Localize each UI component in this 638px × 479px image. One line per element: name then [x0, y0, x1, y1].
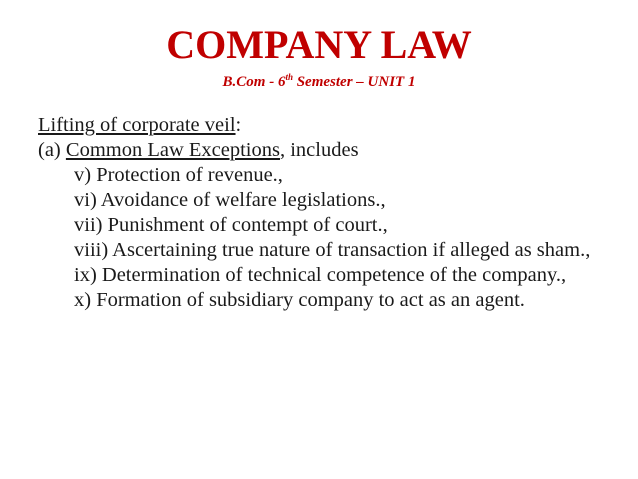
subtitle-superscript: th: [285, 72, 293, 82]
list-item: x) Formation of subsidiary company to act as an agent.: [74, 289, 525, 311]
slide-subtitle: [0, 72, 638, 92]
list-item: ix) Determination of technical competence of the company.,: [74, 264, 567, 286]
subsection-a: [38, 138, 602, 163]
subsection-a-label: Common Law Exceptions: [65, 139, 280, 161]
slide-title: COMPANY LAW: [166, 22, 472, 67]
section-heading-label: Lifting of corporate veil: [38, 114, 236, 136]
subsection-a-marker: (a): [38, 139, 66, 161]
list-item: vii) Punishment of contempt of court.,: [74, 214, 388, 236]
slide-body: [38, 113, 602, 313]
subtitle-suffix: Semester – UNIT 1: [292, 74, 416, 90]
list-item: vi) Avoidance of welfare legislations.,: [74, 189, 386, 211]
list-item: viii) Ascertaining true nature of transaction if alleged as sham.,: [74, 239, 591, 261]
section-heading-colon: :: [235, 114, 242, 136]
subtitle-prefix: B.Com - 6: [222, 74, 286, 90]
list-item: v) Protection of revenue.,: [74, 164, 283, 186]
section-heading: [38, 113, 602, 138]
subsection-a-rest: , includes: [279, 139, 359, 161]
